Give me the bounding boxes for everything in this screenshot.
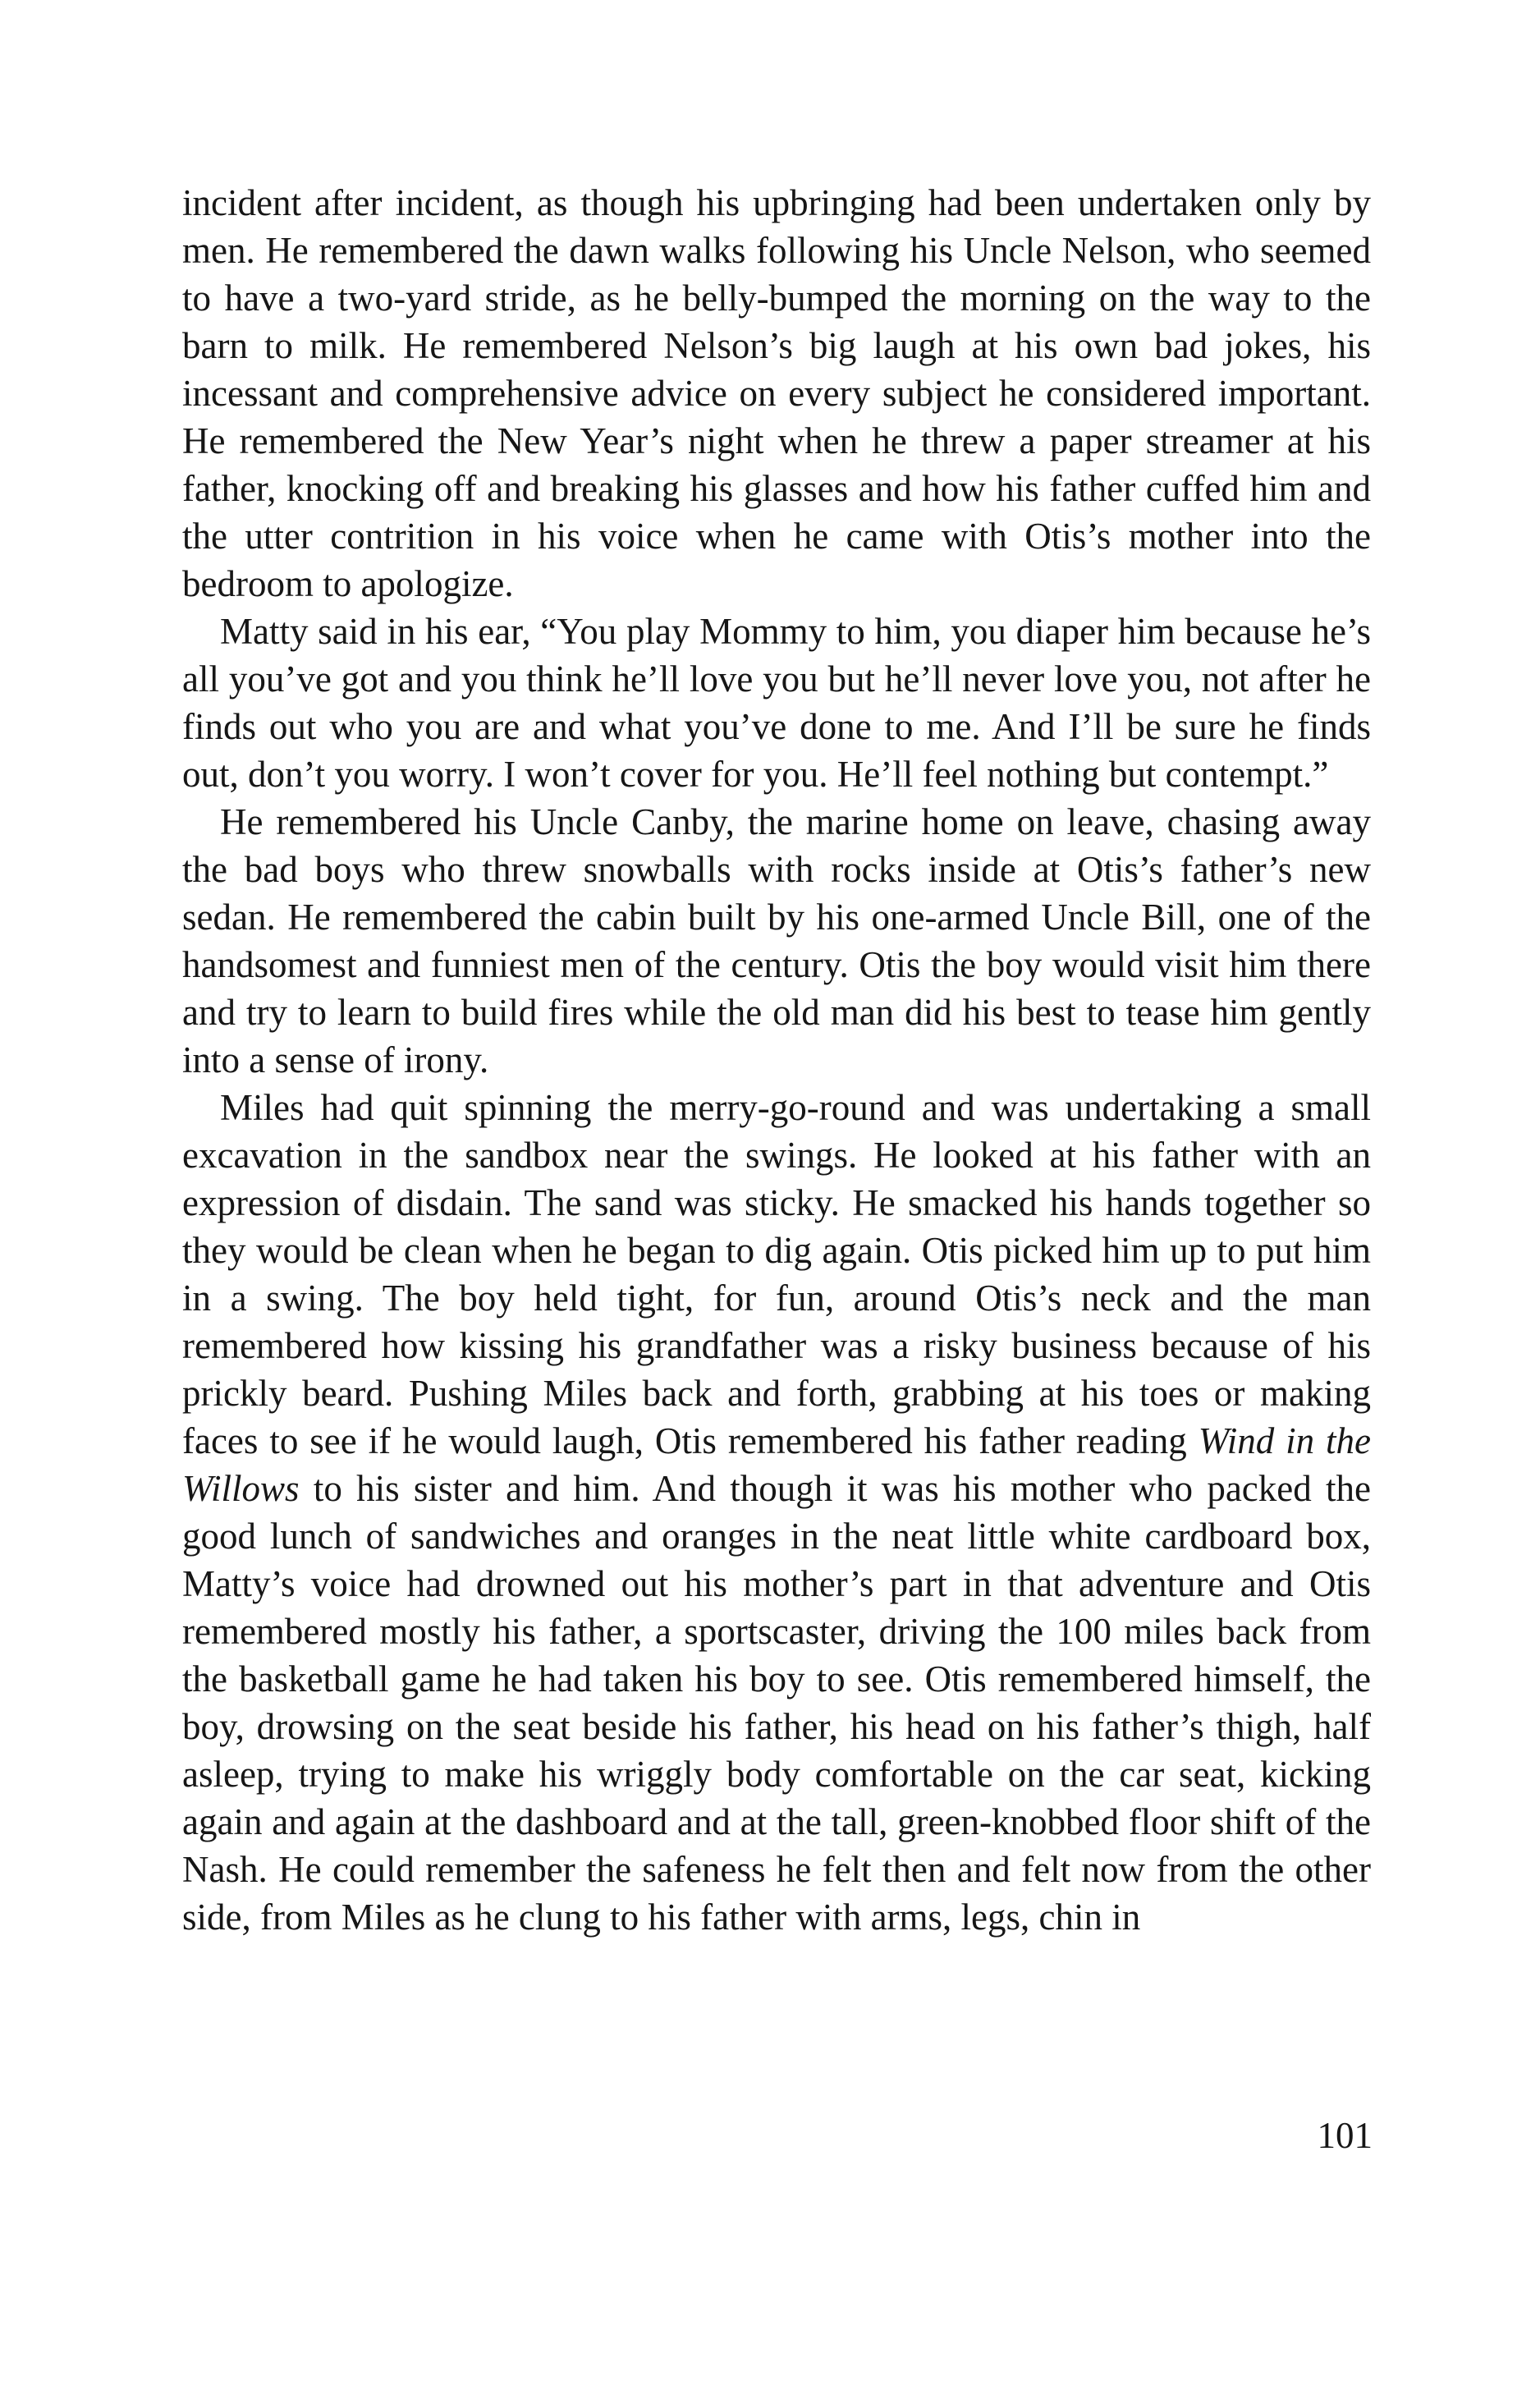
book-title-italic: Wind in the Willows <box>182 1420 1371 1509</box>
paragraph-3 <box>182 798 1371 1084</box>
paragraph-4-text-b: to his sister and him. And though it was his mother who packed the good lunch of sandwiches and oranges in the neat little white cardboard box, Matty’s voice had drowned out his mother’s part in that adventure and Otis remembered mostly his father, a sportscaster, driving the 100 miles back from the basketball game he had taken his boy to see. Otis remembered himself, the boy, drowsing on the seat beside his father, his head on his father’s thigh, half asleep, trying to make his wriggly body comfortable on the car seat, kicking again and again at the dashboard and at the tall, green-knobbed floor shift of the Nash. He could remember the safeness he felt then and felt now from the other side, from Miles as he clung to his father with arms, legs, chin in <box>182 1468 1371 1938</box>
paragraph-1 <box>182 179 1371 608</box>
paragraph-3-text: He remembered his Uncle Canby, the marine home on leave, chasing away the bad boys who threw snowballs with rocks inside at Otis’s father’s new sedan. He remembered the cabin built by his one-armed Uncle Bill, one of the handsomest and funniest men of the century. Otis the boy would visit him there and try to learn to build fires while the old man did his best to tease him gently into a sense of irony. <box>182 801 1371 1080</box>
paragraph-4 <box>182 1084 1371 1941</box>
paragraph-4-text-a: Miles had quit spinning the merry-go-round and was undertaking a small excavation in the sandbox near the swings. He looked at his father with an expression of disdain. The sand was sticky. He smacked his hands together so they would be clean when he began to dig again. Otis picked him up to put him in a swing. The boy held tight, for fun, around Otis’s neck and the man remembered how kissing his grandfather was a risky business because of his prickly beard. Pushing Miles back and forth, grabbing at his toes or making faces to see if he would laugh, Otis remembered his father reading <box>182 1087 1371 1461</box>
paragraph-2 <box>182 608 1371 798</box>
page-number: 101 <box>1317 2115 1373 2156</box>
paragraph-1-text: incident after incident, as though his upbringing had been undertaken only by men. He remembered the dawn walks following his Uncle Nelson, who seemed to have a two-yard stride, as he belly-bumped the morning on the way to the barn to milk. He remembered Nelson’s big laugh at his own bad jokes, his incessant and comprehensive advice on every subject he considered important. He remembered the New Year’s night when he threw a paper streamer at his father, knocking off and breaking his glasses and how his father cuffed him and the utter contrition in his voice when he came with Otis’s mother into the bedroom to apologize. <box>182 182 1371 604</box>
paragraph-2-text: Matty said in his ear, “You play Mommy to him, you diaper him because he’s all you’ve got and you think he’ll love you but he’ll never love you, not after he finds out who you are and what you’ve done to me. And I’ll be sure he finds out, don’t you worry. I won’t cover for you. He’ll feel nothing but contempt.” <box>182 611 1371 795</box>
body-text <box>182 179 1371 1941</box>
